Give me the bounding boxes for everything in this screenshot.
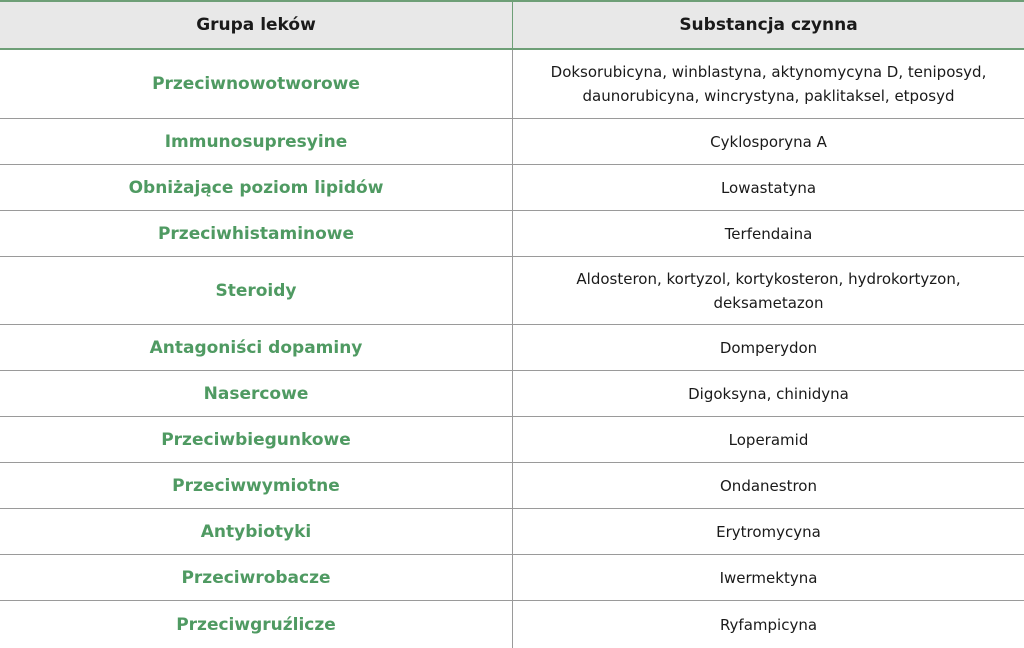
active-substance-cell: Lowastatyna bbox=[512, 165, 1024, 210]
table-row bbox=[0, 165, 1024, 211]
active-substance-cell: Ondanestron bbox=[512, 463, 1024, 508]
active-substance-cell: Ryfampicyna bbox=[512, 601, 1024, 648]
active-substance-cell: Aldosteron, kortyzol, kortykosteron, hydrokortyzon, deksametazon bbox=[512, 257, 1024, 324]
drug-group-cell: Obniżające poziom lipidów bbox=[128, 177, 384, 198]
drug-group-cell: Steroidy bbox=[215, 280, 297, 301]
drug-group-cell: Przeciwhistaminowe bbox=[157, 223, 355, 244]
table-row bbox=[0, 509, 1024, 555]
table-row bbox=[0, 601, 1024, 648]
table-row bbox=[0, 50, 1024, 119]
active-substance-cell: Cyklosporyna A bbox=[512, 119, 1024, 164]
active-substance-cell: Doksorubicyna, winblastyna, aktynomycyna D, teniposyd, daunorubicyna, wincrystyna, paklitaksel, etposyd bbox=[512, 50, 1024, 118]
drug-group-cell: Przeciwgruźlicze bbox=[176, 614, 336, 635]
table-row bbox=[0, 325, 1024, 371]
table-header bbox=[0, 0, 1024, 50]
active-substance-cell: Erytromycyna bbox=[512, 509, 1024, 554]
drug-group-cell: Przeciwrobacze bbox=[181, 567, 331, 588]
table-row bbox=[0, 257, 1024, 325]
active-substance-cell: Terfendaina bbox=[512, 211, 1024, 256]
table-row bbox=[0, 211, 1024, 257]
header-drug-group: Grupa leków bbox=[196, 15, 316, 35]
table-row bbox=[0, 371, 1024, 417]
drug-group-cell: Przeciwnowotworowe bbox=[152, 74, 360, 94]
table-row bbox=[0, 555, 1024, 601]
drug-group-cell: Przeciwwymiotne bbox=[172, 475, 340, 496]
header-active-substance: Substancja czynna bbox=[512, 2, 1024, 48]
drug-group-cell: Antagoniści dopaminy bbox=[149, 337, 363, 358]
active-substance-cell: Digoksyna, chinidyna bbox=[512, 371, 1024, 416]
table-row bbox=[0, 119, 1024, 165]
active-substance-cell: Domperydon bbox=[512, 325, 1024, 370]
drug-group-cell: Immunosupresyine bbox=[164, 131, 348, 152]
table-row bbox=[0, 463, 1024, 509]
drug-group-cell: Przeciwbiegunkowe bbox=[161, 429, 351, 450]
active-substance-cell: Loperamid bbox=[512, 417, 1024, 462]
drug-group-cell: Nasercowe bbox=[203, 383, 309, 404]
table-row bbox=[0, 417, 1024, 463]
drug-group-cell: Antybiotyki bbox=[200, 521, 312, 542]
active-substance-cell: Iwermektyna bbox=[512, 555, 1024, 600]
